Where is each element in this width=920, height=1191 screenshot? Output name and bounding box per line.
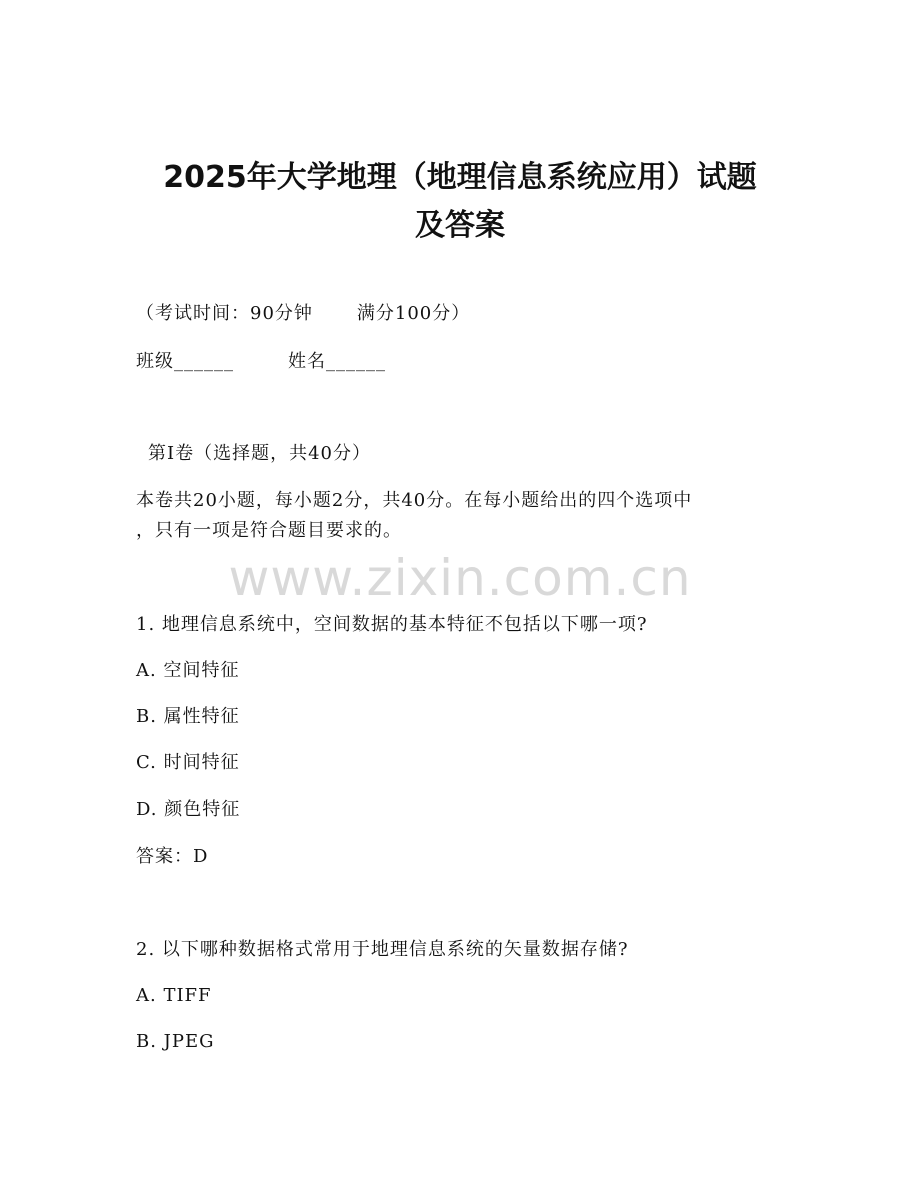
section-heading: 第I卷（选择题，共40分） bbox=[148, 443, 372, 464]
student-fields bbox=[136, 351, 386, 373]
question-1-answer: 答案：D bbox=[136, 846, 209, 867]
class-field: 班级______ bbox=[136, 351, 234, 372]
question-2-option-b: B. JPEG bbox=[136, 1031, 215, 1052]
question-1-option-a: A. 空间特征 bbox=[136, 660, 240, 681]
section-instructions-line-1: 本卷共20小题，每小题2分，共40分。在每小题给出的四个选项中 bbox=[136, 490, 693, 511]
question-1-option-c: C. 时间特征 bbox=[136, 752, 240, 773]
question-2-stem: 2. 以下哪种数据格式常用于地理信息系统的矢量数据存储? bbox=[136, 939, 629, 960]
question-2-option-a: A. TIFF bbox=[136, 985, 212, 1006]
exam-info bbox=[136, 303, 470, 325]
document-title-line-2: 及答案 bbox=[415, 208, 505, 243]
watermark: www.zixin.com.cn bbox=[228, 549, 692, 607]
question-1-option-b: B. 属性特征 bbox=[136, 706, 240, 727]
question-1-stem: 1. 地理信息系统中，空间数据的基本特征不包括以下哪一项? bbox=[136, 614, 648, 635]
exam-time: （考试时间：90分钟 bbox=[136, 303, 313, 324]
name-field: 姓名______ bbox=[288, 351, 386, 372]
question-1-option-d: D. 颜色特征 bbox=[136, 799, 241, 820]
exam-full-score: 满分100分） bbox=[356, 303, 471, 324]
document-title-line-1: 2025年大学地理（地理信息系统应用）试题 bbox=[163, 160, 757, 195]
section-instructions-line-2: ，只有一项是符合题目要求的。 bbox=[136, 520, 402, 541]
